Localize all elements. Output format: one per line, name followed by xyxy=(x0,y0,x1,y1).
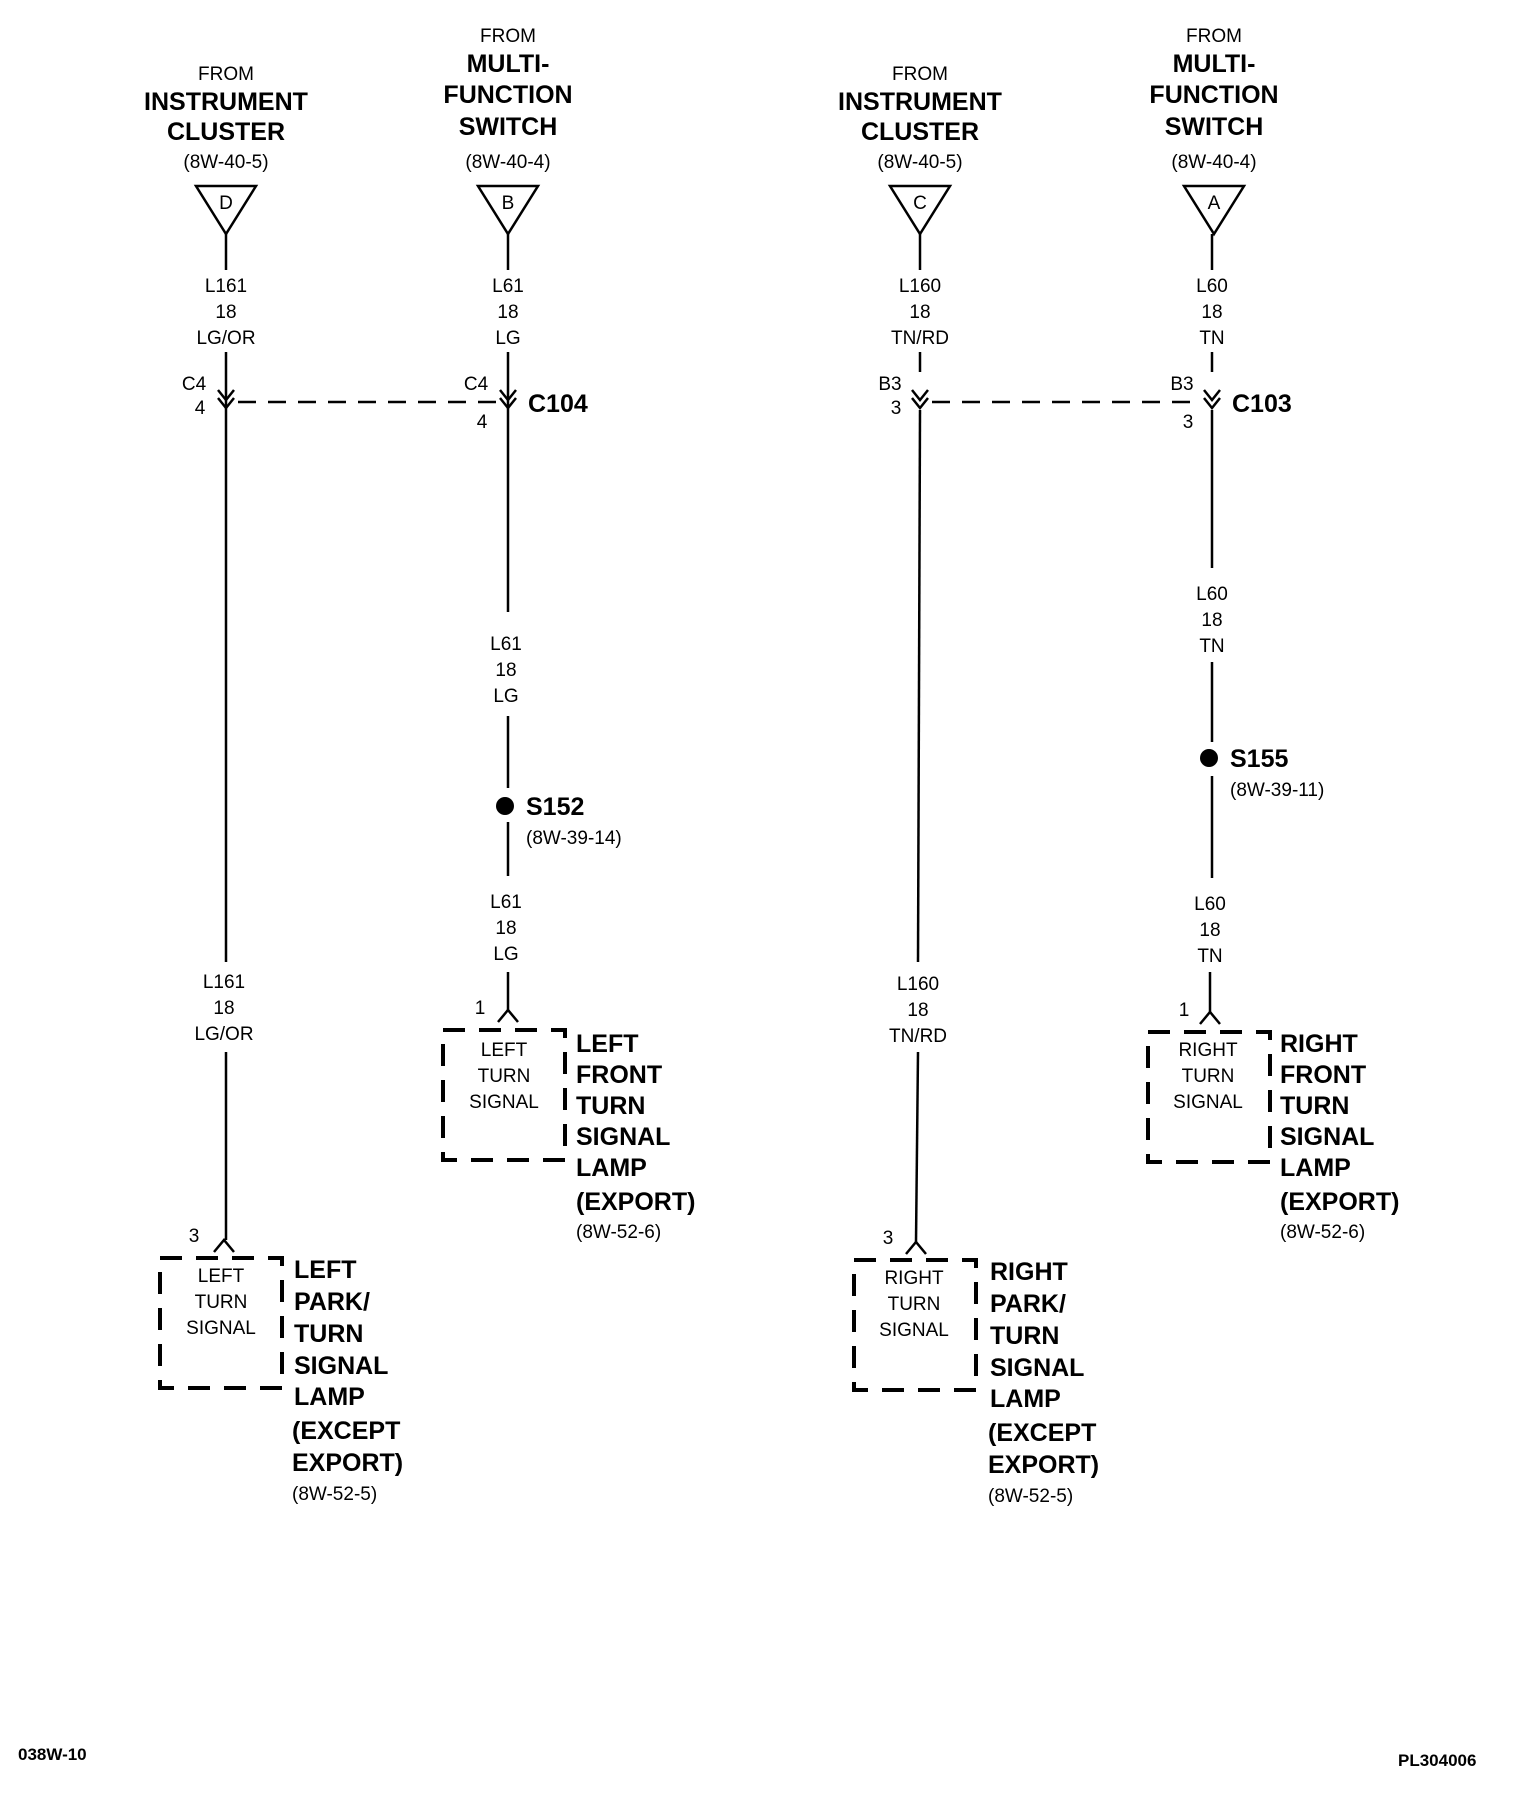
wire-gauge: 18 xyxy=(1201,302,1223,323)
left-front-turn-signal-lamp xyxy=(443,998,695,1243)
wire-gauge: 18 xyxy=(213,998,235,1019)
box-label: SIGNAL xyxy=(469,1092,539,1113)
from-label: FROM xyxy=(480,26,536,47)
wire-label-l161-top xyxy=(196,276,255,349)
cavity-label: C4 xyxy=(463,374,489,395)
connector-c103 xyxy=(878,374,1291,433)
wire-label-l60-top xyxy=(1196,276,1228,349)
component-title: EXPORT) xyxy=(292,1449,404,1477)
source-multifunction-switch-right xyxy=(1149,26,1278,234)
pin-label: 3 xyxy=(188,1226,200,1247)
wire-label-l161-bottom xyxy=(194,972,253,1045)
right-group xyxy=(838,26,1399,1507)
source-multifunction-switch-left xyxy=(443,26,572,234)
component-title: SIGNAL xyxy=(294,1352,389,1380)
component-title: LAMP xyxy=(294,1383,365,1411)
component-title: FRONT xyxy=(576,1061,663,1089)
component-title: TURN xyxy=(294,1320,364,1348)
pin-label: 3 xyxy=(1182,412,1194,433)
source-name: MULTI- xyxy=(466,50,550,78)
wire-color: TN xyxy=(1199,328,1225,349)
wire-label-l160-top xyxy=(891,276,949,349)
from-label: FROM xyxy=(198,64,254,85)
wire-color: LG/OR xyxy=(196,328,256,349)
pin-label: 3 xyxy=(882,1228,894,1249)
left-group xyxy=(144,26,695,1505)
source-name: CLUSTER xyxy=(166,118,286,146)
cavity-label: C4 xyxy=(181,374,207,395)
connector-name: C104 xyxy=(528,390,588,418)
splice-ref: (8W-39-14) xyxy=(526,828,622,849)
splice-name: S152 xyxy=(526,793,585,821)
wire-segment xyxy=(918,410,920,962)
wire-circuit: L61 xyxy=(492,276,524,297)
wire-gauge: 18 xyxy=(215,302,237,323)
component-title: (EXCEPT xyxy=(988,1419,1097,1447)
splice-s155 xyxy=(1200,745,1324,801)
component-title: SIGNAL xyxy=(990,1354,1085,1382)
source-name: INSTRUMENT xyxy=(838,88,1002,116)
box-label: RIGHT xyxy=(884,1268,944,1289)
wire-circuit: L161 xyxy=(202,972,246,993)
source-instrument-cluster-right xyxy=(838,64,1002,234)
component-ref: (8W-52-5) xyxy=(292,1484,378,1505)
component-title: LEFT xyxy=(294,1256,357,1284)
wire-gauge: 18 xyxy=(909,302,931,323)
source-name: SWITCH xyxy=(1164,113,1264,141)
component-title: LEFT xyxy=(576,1030,639,1058)
connector-chevron-icon xyxy=(912,390,928,408)
wire-label-l61-bottom xyxy=(490,892,522,965)
pin-label: 4 xyxy=(476,412,488,433)
wire-circuit: L60 xyxy=(1196,584,1228,605)
wire-label-l61-mid xyxy=(490,634,522,707)
source-name: SWITCH xyxy=(458,113,558,141)
box-label: LEFT xyxy=(480,1040,528,1061)
wire-gauge: 18 xyxy=(497,302,519,323)
box-label: SIGNAL xyxy=(186,1318,256,1339)
connector-pin-icon xyxy=(906,1242,926,1254)
component-title: EXPORT) xyxy=(988,1451,1100,1479)
source-name: MULTI- xyxy=(1172,50,1256,78)
component-ref: (8W-52-6) xyxy=(1280,1222,1366,1243)
wire-color: LG xyxy=(495,328,521,349)
wire-segment xyxy=(916,1052,918,1242)
wire-circuit: L160 xyxy=(898,276,942,297)
component-title: PARK/ xyxy=(990,1290,1066,1318)
pin-label: 1 xyxy=(474,998,486,1019)
box-label: TURN xyxy=(194,1292,248,1313)
source-name: CLUSTER xyxy=(860,118,980,146)
source-name: FUNCTION xyxy=(443,81,573,109)
wire-gauge: 18 xyxy=(907,1000,929,1021)
wire-color: LG xyxy=(493,686,519,707)
source-name: FUNCTION xyxy=(1149,81,1279,109)
from-label: FROM xyxy=(892,64,948,85)
wire-circuit: L160 xyxy=(896,974,940,995)
box-label: LEFT xyxy=(197,1266,245,1287)
connector-pin-icon xyxy=(498,1010,518,1022)
pin-label: C xyxy=(913,193,927,214)
wire-color: TN xyxy=(1199,636,1225,657)
wire-circuit: L61 xyxy=(490,892,522,913)
box-label: SIGNAL xyxy=(1173,1092,1243,1113)
wire-gauge: 18 xyxy=(1201,610,1223,631)
box-label: TURN xyxy=(887,1294,941,1315)
component-ref: (8W-52-6) xyxy=(576,1222,662,1243)
splice-name: S155 xyxy=(1230,745,1289,773)
connector-chevron-icon xyxy=(1204,390,1220,408)
component-title: SIGNAL xyxy=(1280,1123,1375,1151)
splice-dot-icon xyxy=(1200,749,1218,767)
wire-label-l160-bottom xyxy=(889,974,947,1047)
splice-dot-icon xyxy=(496,797,514,815)
component-title: TURN xyxy=(990,1322,1060,1350)
figure-code-right: PL304006 xyxy=(1398,1751,1477,1770)
box-label: RIGHT xyxy=(1178,1040,1238,1061)
pin-label: 3 xyxy=(890,398,902,419)
wire-label-l61-top xyxy=(492,276,524,349)
pin-label: A xyxy=(1207,193,1221,214)
source-ref: (8W-40-4) xyxy=(465,152,551,173)
component-title: LAMP xyxy=(576,1154,647,1182)
wire-color: LG/OR xyxy=(194,1024,254,1045)
component-title: TURN xyxy=(576,1092,646,1120)
connector-name: C103 xyxy=(1232,390,1292,418)
splice-ref: (8W-39-11) xyxy=(1230,780,1325,801)
pin-label: D xyxy=(219,193,233,214)
component-title: RIGHT xyxy=(1280,1030,1358,1058)
connector-c104 xyxy=(182,374,588,433)
wire-color: LG xyxy=(493,944,519,965)
source-instrument-cluster-left xyxy=(144,64,308,234)
component-title: (EXCEPT xyxy=(292,1417,401,1445)
wire-circuit: L61 xyxy=(490,634,522,655)
box-label: TURN xyxy=(477,1066,531,1087)
wire-label-l60-bottom xyxy=(1194,894,1226,967)
component-title: RIGHT xyxy=(990,1258,1068,1286)
wire-color: TN xyxy=(1197,946,1223,967)
wire-circuit: L161 xyxy=(204,276,248,297)
connector-pin-icon xyxy=(214,1240,234,1252)
pin-label: 1 xyxy=(1178,1000,1190,1021)
figure-code-left: 038W-10 xyxy=(18,1745,87,1764)
wire-label-l60-mid xyxy=(1196,584,1228,657)
right-front-turn-signal-lamp xyxy=(1148,1000,1399,1243)
component-title: LAMP xyxy=(1280,1154,1351,1182)
wire-gauge: 18 xyxy=(495,918,517,939)
component-title: LAMP xyxy=(990,1385,1061,1413)
component-title: (EXPORT) xyxy=(576,1188,696,1216)
box-label: SIGNAL xyxy=(879,1320,949,1341)
wire-circuit: L60 xyxy=(1196,276,1228,297)
pin-label: 4 xyxy=(194,398,206,419)
component-title: (EXPORT) xyxy=(1280,1188,1400,1216)
splice-s152 xyxy=(496,793,622,849)
cavity-label: B3 xyxy=(878,374,902,395)
component-title: TURN xyxy=(1280,1092,1350,1120)
component-title: PARK/ xyxy=(294,1288,370,1316)
connector-pin-icon xyxy=(1200,1012,1220,1024)
wire-gauge: 18 xyxy=(495,660,517,681)
right-park-turn-signal-lamp xyxy=(854,1228,1099,1507)
wire-color: TN/RD xyxy=(888,1026,948,1047)
wire-gauge: 18 xyxy=(1199,920,1221,941)
wire-color: TN/RD xyxy=(890,328,950,349)
from-label: FROM xyxy=(1186,26,1242,47)
component-ref: (8W-52-5) xyxy=(988,1486,1074,1507)
source-ref: (8W-40-5) xyxy=(877,152,963,173)
component-title: SIGNAL xyxy=(576,1123,671,1151)
pin-label: B xyxy=(501,193,515,214)
source-name: INSTRUMENT xyxy=(144,88,308,116)
left-park-turn-signal-lamp xyxy=(160,1226,403,1505)
box-label: TURN xyxy=(1181,1066,1235,1087)
cavity-label: B3 xyxy=(1170,374,1194,395)
wire-circuit: L60 xyxy=(1194,894,1226,915)
component-title: FRONT xyxy=(1280,1061,1367,1089)
source-ref: (8W-40-4) xyxy=(1171,152,1257,173)
source-ref: (8W-40-5) xyxy=(183,152,269,173)
